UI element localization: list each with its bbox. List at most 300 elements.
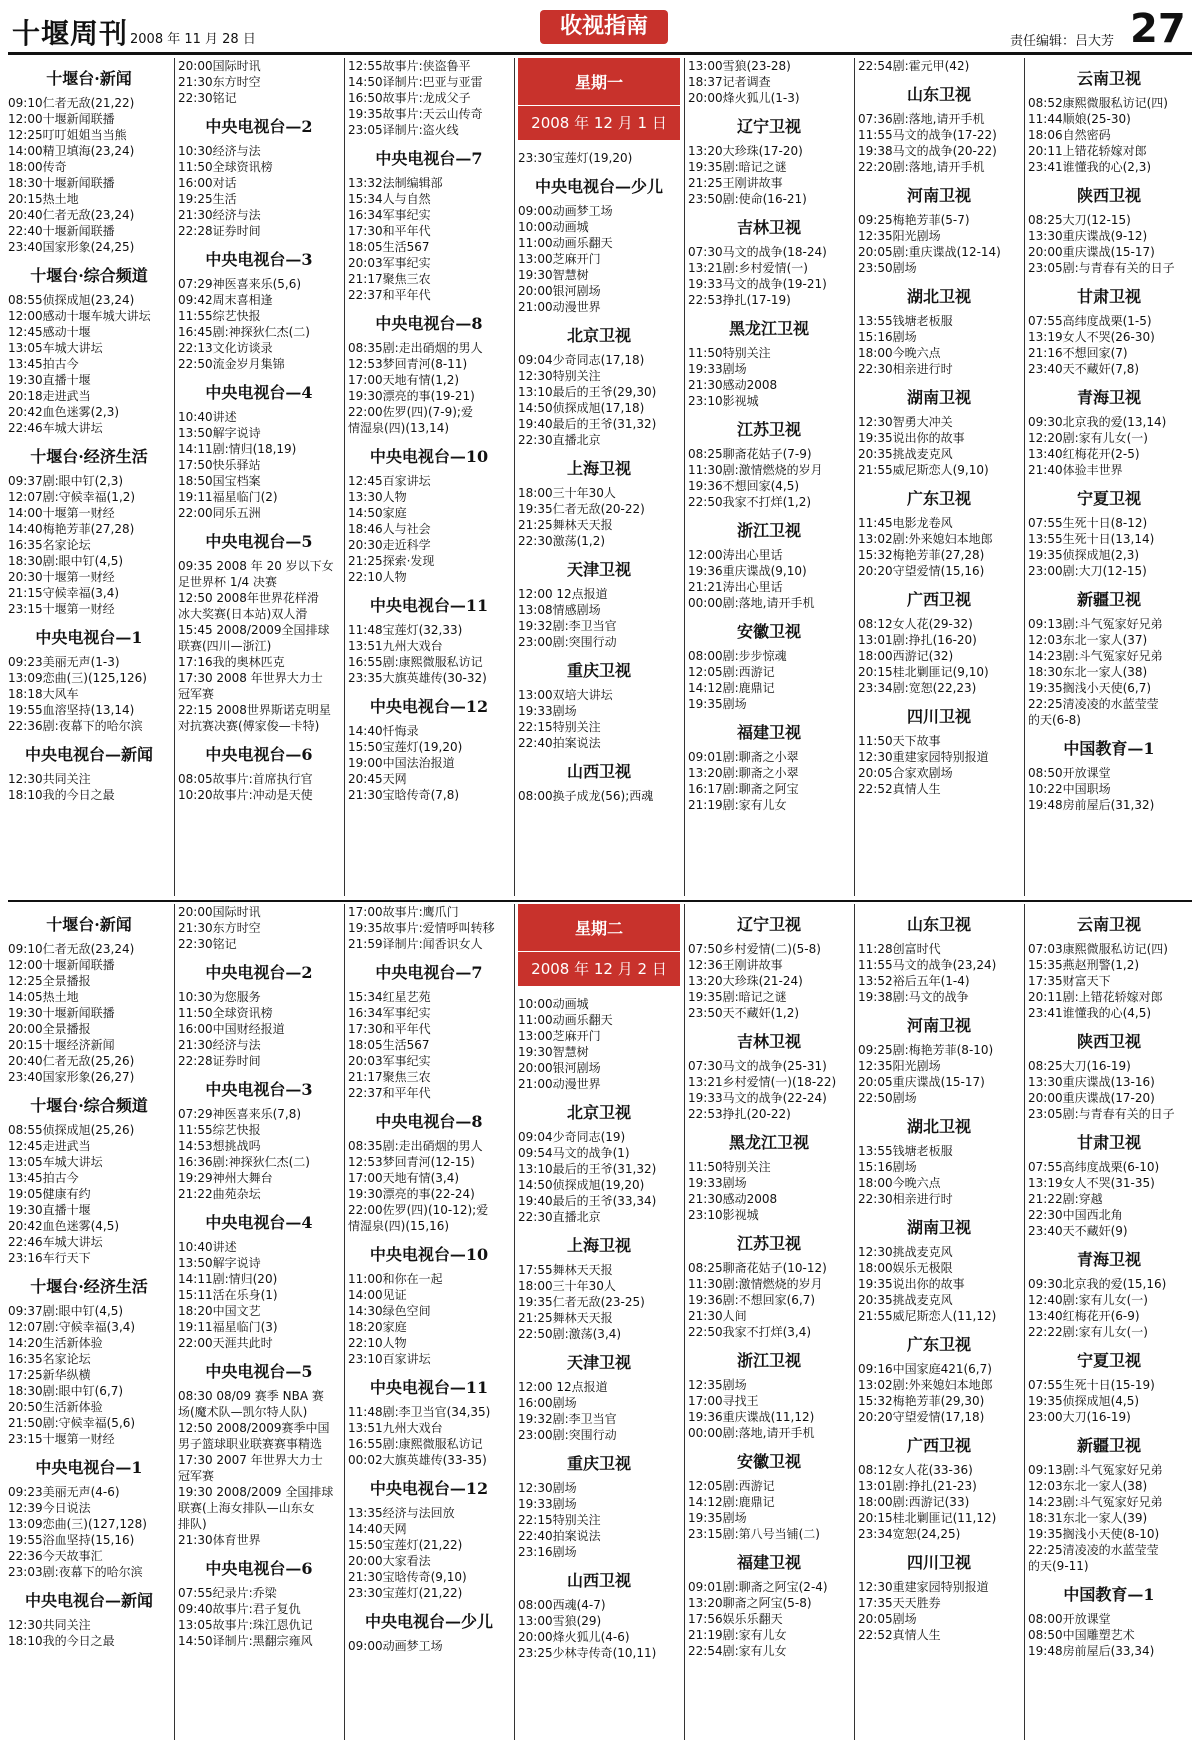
program-entry: 09:54马文的战争(1) (518, 1146, 630, 1160)
channel-heading: 广西卫视 (906, 590, 971, 609)
program-entry: 20:30十堰第一财经 (8, 570, 115, 584)
program-entry: 14:23剧:斗气冤家好兄弟 (1028, 1495, 1163, 1509)
program-entry: 12:25全景播报 (8, 974, 91, 988)
weekday-label: 星期一 (574, 73, 623, 92)
channel-heading: 河南卫视 (906, 1016, 971, 1035)
program-entry: 08:00剧:步步惊魂 (688, 649, 787, 663)
program-entry: 22:30直播北京 (518, 433, 601, 447)
program-entry: 20:42血色迷雾(4,5) (8, 1219, 120, 1233)
program-entry: 13:08情感剧场 (518, 603, 601, 617)
program-entry: 23:30宝莲灯(21,22) (348, 1586, 463, 1600)
program-entry: 13:45拍古今 (8, 357, 79, 371)
program-entry: 13:40红梅花开(2-5) (1028, 447, 1140, 461)
program-entry: 18:31东北一家人(39) (1028, 1511, 1148, 1525)
program-entry: 22:30激荡(1,2) (518, 534, 606, 548)
program-entry: 12:35阳光剧场 (858, 1059, 941, 1073)
program-entry: 21:25王刚讲故事 (688, 176, 783, 190)
program-entry: 09:13剧:斗气冤家好兄弟 (1028, 617, 1163, 631)
program-entry: 18:10我的今日之最 (8, 788, 115, 802)
program-entry: 15:45 2008/2009全国排球 (178, 623, 330, 637)
program-entry: 13:05故事片:珠江恩仇记 (178, 1618, 313, 1632)
program-entry: 19:30漂亮的事(19-21) (348, 389, 475, 403)
channel-heading: 中央电视台—7 (375, 963, 483, 982)
program-entry: 09:23美丽无声(4-6) (8, 1485, 120, 1499)
channel-heading: 安徽卫视 (736, 1452, 801, 1471)
program-entry: 09:10仁者无敌(21,22) (8, 96, 135, 110)
program-entry: 12:53梦回青河(12-15) (348, 1155, 475, 1169)
program-entry: 22:40拍案说法 (518, 1529, 601, 1543)
listings-monday (8, 58, 1192, 896)
page-number: 27 (1130, 6, 1186, 52)
program-entry: 21:50剧:守候幸福(5,6) (8, 1416, 136, 1430)
program-entry: 21:22曲苑杂坛 (178, 1187, 261, 1201)
program-entry: 21:30东方时空 (178, 921, 261, 935)
program-entry: 15:11活在乐身(1) (178, 1288, 278, 1302)
column-divider (1024, 58, 1025, 896)
program-entry: 12:05剧:西游记 (688, 665, 775, 679)
program-entry: 13:19女人不哭(26-30) (1028, 330, 1155, 344)
program-entry: 13:55生死十日(13,14) (1028, 532, 1155, 546)
program-entry: 08:25大刀(12-15) (1028, 213, 1131, 227)
program-entry: 的天(6-8) (1028, 713, 1081, 727)
program-entry: 11:50全球资讯榜 (178, 160, 273, 174)
program-entry: 13:20聊斋之阿宝(5-8) (688, 1596, 812, 1610)
program-entry: 22:54剧:家有儿女 (688, 1644, 787, 1658)
program-entry: 13:35经济与法回放 (348, 1506, 455, 1520)
program-entry: 16:17剧:聊斋之阿宝 (688, 782, 799, 796)
program-entry: 16:55剧:康熙微服私访记 (348, 1437, 483, 1451)
program-entry: 12:35剧场 (688, 1378, 747, 1392)
program-entry: 19:30直播十堰 (8, 373, 91, 387)
channel-heading: 山东卫视 (906, 85, 971, 104)
program-entry: 14:11剧:情归(18,19) (178, 442, 297, 456)
channel-heading: 江苏卫视 (736, 1234, 801, 1253)
program-entry: 11:00动画乐翻天 (518, 1013, 613, 1027)
listing-column (518, 904, 680, 1740)
channel-heading: 中央电视台—3 (205, 1080, 313, 1099)
program-entry: 11:00和你在一起 (348, 1272, 443, 1286)
program-entry: 09:37剧:眼中钉(4,5) (8, 1304, 124, 1318)
program-entry: 16:00中国财经报道 (178, 1022, 285, 1036)
program-entry: 13:20剧:聊斋之小翠 (688, 766, 799, 780)
channel-heading: 江苏卫视 (736, 420, 801, 439)
program-entry: 11:48宝莲灯(32,33) (348, 623, 463, 637)
channel-heading: 中央电视台—10 (369, 1245, 489, 1264)
listings-tuesday (8, 904, 1192, 1740)
program-entry: 19:33剧场 (518, 704, 577, 718)
program-entry: 15:16剧场 (858, 330, 917, 344)
program-entry: 17:00故事片:鹰爪门 (348, 905, 459, 919)
channel-heading: 甘肃卫视 (1076, 1133, 1141, 1152)
program-entry: 19:33马文的战争(19-21) (688, 277, 827, 291)
program-entry: 23:05译制片:盗火线 (348, 123, 459, 137)
program-entry: 18:00今晚六点 (858, 346, 941, 360)
program-entry: 17:35财富天下 (1028, 974, 1111, 988)
program-entry: 20:15热土地 (8, 192, 79, 206)
program-entry: 14:11剧:情归(20) (178, 1272, 278, 1286)
program-entry: 20:35挑战麦克风 (858, 1293, 953, 1307)
program-entry: 22:30相亲进行时 (858, 1192, 953, 1206)
program-entry: 19:30 2008/2009 全国排球 (178, 1485, 334, 1499)
publication-title: 十堰周刊 (12, 17, 129, 50)
program-entry: 07:55纪录片:乔梁 (178, 1586, 277, 1600)
channel-heading: 中央电视台—6 (205, 1559, 313, 1578)
channel-heading: 吉林卫视 (736, 1032, 801, 1051)
column-divider (684, 904, 685, 1740)
program-entry: 21:30经济与法 (178, 208, 261, 222)
program-entry: 08:00开放课堂 (1028, 1612, 1111, 1626)
program-entry: 08:55侦探成旭(25,26) (8, 1123, 135, 1137)
program-entry: 12:45走进武当 (8, 1139, 91, 1153)
program-entry: 22:10人物 (348, 1336, 407, 1350)
program-entry: 18:00西游记(32) (858, 649, 954, 663)
program-entry: 18:00三十年30人 (518, 1279, 616, 1293)
program-entry: 18:10我的今日之最 (8, 1634, 115, 1648)
program-entry: 19:35说出你的故事 (858, 431, 965, 445)
program-entry: 22:28证券时间 (178, 224, 261, 238)
program-entry: 12:00十堰新闻联播 (8, 112, 115, 126)
program-entry: 14:00精卫填海(23,24) (8, 144, 135, 158)
program-entry: 23:00剧:突围行动 (518, 635, 617, 649)
channel-heading: 新疆卫视 (1076, 1436, 1141, 1455)
program-entry: 13:05车城大讲坛 (8, 1155, 103, 1169)
program-entry: 07:55高纬度战栗(6-10) (1028, 1160, 1160, 1174)
program-entry: 12:55故事片:侠盗鲁平 (348, 59, 471, 73)
program-entry: 12:25叮叮姐姐当当熊 (8, 128, 127, 142)
channel-heading: 广西卫视 (906, 1436, 971, 1455)
program-entry: 08:50中国雕塑艺术 (1028, 1628, 1135, 1642)
program-entry: 13:02剧:外来媳妇本地郎 (858, 1378, 993, 1392)
program-entry: 22:36剧:夜幕下的哈尔滨 (8, 719, 143, 733)
program-entry: 22:28证券时间 (178, 1054, 261, 1068)
program-entry: 20:00银河剧场 (518, 1061, 601, 1075)
program-entry: 21:25舞林天天报 (518, 1311, 613, 1325)
program-entry: 13:05车城大讲坛 (8, 341, 103, 355)
program-entry: 19:35剧场 (688, 1511, 747, 1525)
program-entry: 19:35侦探成旭(4,5) (1028, 1394, 1140, 1408)
day-date-badge (518, 904, 680, 986)
program-entry: 21:30感动2008 (688, 378, 778, 392)
program-entry: 12:00十堰新闻联播 (8, 958, 115, 972)
program-entry: 18:00娱乐无极限 (858, 1261, 953, 1275)
program-entry: 14:30绿色空间 (348, 1304, 431, 1318)
program-entry: 13:10最后的王爷(29,30) (518, 385, 657, 399)
program-entry: 22:15特别关注 (518, 720, 601, 734)
program-entry: 22:20剧:落地,请开手机 (858, 160, 985, 174)
program-entry: 11:50天下故事 (858, 734, 941, 748)
program-entry: 21:00动漫世界 (518, 300, 601, 314)
program-entry: 13:40红梅花开(6-9) (1028, 1309, 1140, 1323)
program-entry: 14:50译制片:巴亚与亚雷 (348, 75, 483, 89)
program-entry: 22:00佐罗(四)(10-12);爱 (348, 1203, 489, 1217)
program-entry: 12:07剧:守候幸福(1,2) (8, 490, 136, 504)
program-entry: 13:30人物 (348, 490, 407, 504)
program-entry: 12:30共同关注 (8, 772, 91, 786)
program-entry: 00:00剧:落地,请开手机 (688, 596, 815, 610)
program-entry: 足世界杯 1/4 决赛 (178, 575, 277, 589)
program-entry: 23:50剧:使命(16-21) (688, 192, 807, 206)
program-entry: 09:40故事片:君子复仇 (178, 1602, 301, 1616)
program-entry: 22:36今天故事汇 (8, 1549, 103, 1563)
program-entry: 18:00传奇 (8, 160, 67, 174)
program-entry: 22:46车城大讲坛 (8, 1235, 103, 1249)
program-entry: 09:10仁者无敌(23,24) (8, 942, 135, 956)
program-entry: 19:30智慧树 (518, 268, 589, 282)
channel-heading: 云南卫视 (1076, 69, 1141, 88)
program-entry: 15:32梅艳芳菲(27,28) (858, 548, 985, 562)
program-entry: 排队) (178, 1517, 207, 1531)
channel-heading: 中央电视台—6 (205, 745, 313, 764)
program-entry: 12:30共同关注 (8, 1618, 91, 1632)
program-entry: 12:00感动十堰车城大讲坛 (8, 309, 151, 323)
program-entry: 20:05重庆谍战(15-17) (858, 1075, 985, 1089)
channel-heading: 中央电视台—7 (375, 149, 483, 168)
program-entry: 12:45百家讲坛 (348, 474, 431, 488)
program-entry: 19:05健康有约 (8, 1187, 91, 1201)
channel-heading: 重庆卫视 (566, 1454, 631, 1473)
program-entry: 23:30宝莲灯(19,20) (518, 151, 633, 165)
program-entry: 09:37剧:眼中钉(2,3) (8, 474, 124, 488)
program-entry: 20:11剧:上错花轿嫁对郎 (1028, 990, 1163, 1004)
program-entry: 11:30剧:激情燃烧的岁月 (688, 1277, 823, 1291)
program-entry: 22:30中国西北角 (1028, 1208, 1123, 1222)
program-entry: 19:35剧场 (688, 697, 747, 711)
program-entry: 09:01剧:聊斋之阿宝(2-4) (688, 1580, 828, 1594)
program-entry: 07:50乡村爱情(二)(5-8) (688, 942, 821, 956)
program-entry: 19:35侦探成旭(2,3) (1028, 548, 1140, 562)
program-entry: 19:00中国法治报道 (348, 756, 455, 770)
program-entry: 09:35 2008 年 20 岁以下女 (178, 559, 334, 573)
program-entry: 19:33马文的战争(22-24) (688, 1091, 827, 1105)
program-entry: 21:16不想回家(7) (1028, 346, 1128, 360)
program-entry: 23:00大刀(16-19) (1028, 1410, 1131, 1424)
program-entry: 13:01剧:挣扎(16-20) (858, 633, 977, 647)
program-entry: 18:30剧:眼中钉(6,7) (8, 1384, 124, 1398)
program-entry: 09:04少奇同志(19) (518, 1130, 626, 1144)
program-entry: 12:30挑战麦克风 (858, 1245, 953, 1259)
program-entry: 18:50国宝档案 (178, 474, 261, 488)
program-entry: 10:40讲述 (178, 1240, 237, 1254)
program-entry: 13:20大珍珠(21-24) (688, 974, 803, 988)
program-entry: 12:30智勇大冲关 (858, 415, 953, 429)
column-divider (514, 904, 515, 1740)
program-entry: 21:30体育世界 (178, 1533, 261, 1547)
program-entry: 08:30 08/09 赛季 NBA 赛 (178, 1389, 324, 1403)
channel-heading: 中央电视台—2 (205, 963, 313, 982)
program-entry: 18:05生活567 (348, 1038, 430, 1052)
program-entry: 21:19剧:家有儿女 (688, 798, 787, 812)
program-entry: 08:55侦探成旭(23,24) (8, 293, 135, 307)
middle-rule (8, 900, 1192, 902)
program-entry: 13:02剧:外来媳妇本地郎 (858, 532, 993, 546)
listing-column (178, 904, 340, 1740)
program-entry: 11:50特别关注 (688, 1160, 771, 1174)
program-entry: 12:03东北一家人(37) (1028, 633, 1148, 647)
listing-column (348, 904, 510, 1740)
program-entry: 23:41谁懂我的心(4,5) (1028, 1006, 1152, 1020)
program-entry: 12:30剧场 (518, 1481, 577, 1495)
channel-heading: 上海卫视 (566, 459, 631, 478)
program-entry: 09:25梅艳芳菲(5-7) (858, 213, 970, 227)
program-entry: 17:56娱乐乐翻天 (688, 1612, 783, 1626)
day-date-badge (518, 58, 680, 140)
program-entry: 12:00 12点报道 (518, 1380, 608, 1394)
program-entry: 12:20剧:家有儿女(一) (1028, 431, 1148, 445)
program-entry: 21:55威尼斯恋人(9,10) (858, 463, 989, 477)
program-entry: 10:30经济与法 (178, 144, 261, 158)
program-entry: 冠军赛 (178, 687, 215, 701)
program-entry: 10:22中国职场 (1028, 782, 1111, 796)
channel-heading: 中央电视台—1 (35, 1458, 143, 1477)
program-entry: 23:40国家形象(24,25) (8, 240, 135, 254)
program-entry: 19:11福星临门(3) (178, 1320, 278, 1334)
program-entry: 13:00双培大讲坛 (518, 688, 613, 702)
program-entry: 17:55舞林天天报 (518, 1263, 613, 1277)
program-entry: 16:55剧:康熙微服私访记 (348, 655, 483, 669)
program-entry: 20:42血色迷雾(2,3) (8, 405, 120, 419)
program-entry: 13:45拍古今 (8, 1171, 79, 1185)
program-entry: 22:25清凌凌的水蓝莹莹 (1028, 697, 1159, 711)
program-entry: 23:35大旗英雄传(30-32) (348, 671, 487, 685)
section-badge: 收视指南 (540, 10, 668, 44)
program-entry: 23:15十堰第一财经 (8, 1432, 115, 1446)
program-entry: 23:50剧场 (858, 261, 917, 275)
channel-heading: 中央电视台—12 (369, 697, 489, 716)
program-entry: 23:03剧:夜幕下的哈尔滨 (8, 1565, 143, 1579)
channel-heading: 辽宁卫视 (736, 915, 801, 934)
program-entry: 20:30走近科学 (348, 538, 431, 552)
listing-column (348, 58, 510, 896)
program-entry: 21:15守候幸福(3,4) (8, 586, 120, 600)
channel-heading: 十堰台·综合频道 (30, 266, 148, 285)
program-entry: 22:40拍案说法 (518, 736, 601, 750)
program-entry: 07:03康熙微服私访记(四) (1028, 942, 1168, 956)
program-entry: 08:00换子成龙(56);西魂 (518, 789, 654, 803)
program-entry: 22:30直播北京 (518, 1210, 601, 1224)
program-entry: 21:30经济与法 (178, 1038, 261, 1052)
program-entry: 23:40天不藏奸(7,8) (1028, 362, 1140, 376)
program-entry: 23:05剧:与青春有关的日子 (1028, 1107, 1175, 1121)
program-entry: 08:25聊斋花姑子(10-12) (688, 1261, 827, 1275)
program-entry: 20:03军事纪实 (348, 1054, 431, 1068)
program-entry: 23:05剧:与青春有关的日子 (1028, 261, 1175, 275)
program-entry: 19:11福星临门(2) (178, 490, 278, 504)
listing-column (858, 58, 1020, 896)
channel-heading: 陕西卫视 (1076, 1032, 1141, 1051)
program-entry: 11:30剧:激情燃烧的岁月 (688, 463, 823, 477)
channel-heading: 陕西卫视 (1076, 186, 1141, 205)
program-entry: 08:35剧:走出硝烟的男人 (348, 1139, 483, 1153)
program-entry: 13:50解字说诗 (178, 426, 261, 440)
program-entry: 12:00涛出心里话 (688, 548, 783, 562)
channel-heading: 中央电视台—4 (205, 1213, 313, 1232)
program-entry: 19:32剧:李卫当官 (518, 619, 617, 633)
program-entry: 23:34宽恕(24,25) (858, 1527, 961, 1541)
program-entry: 冰大奖赛(日本站)双人滑 (178, 607, 308, 621)
program-entry: 11:00动画乐翻天 (518, 236, 613, 250)
program-entry: 20:05合家欢剧场 (858, 766, 953, 780)
program-entry: 13:51九州大戏台 (348, 1421, 443, 1435)
channel-heading: 中央电视台—4 (205, 383, 313, 402)
top-rule (8, 52, 1192, 55)
program-entry: 20:35挑战麦克风 (858, 447, 953, 461)
program-entry: 07:36剧:落地,请开手机 (858, 112, 985, 126)
program-entry: 19:33剧场 (518, 1497, 577, 1511)
program-entry: 22:37和平年代 (348, 288, 431, 302)
program-entry: 20:00全景播报 (8, 1022, 91, 1036)
column-divider (174, 904, 175, 1740)
column-divider (854, 904, 855, 1740)
program-entry: 13:10最后的王爷(31,32) (518, 1162, 657, 1176)
program-entry: 08:05故事片:首席执行官 (178, 772, 313, 786)
program-entry: 19:35搁浅小天使(6,7) (1028, 681, 1152, 695)
program-entry: 22:46车城大讲坛 (8, 421, 103, 435)
program-entry: 16:36剧:神探狄仁杰(二) (178, 1155, 310, 1169)
program-entry: 13:19女人不哭(31-35) (1028, 1176, 1155, 1190)
program-entry: 11:55综艺快报 (178, 309, 261, 323)
channel-heading: 福建卫视 (736, 1553, 801, 1572)
channel-heading: 新疆卫视 (1076, 590, 1141, 609)
program-entry: 13:01剧:挣扎(21-23) (858, 1479, 977, 1493)
program-entry: 12:30重建家园特别报道 (858, 1580, 989, 1594)
program-entry: 20:00重庆谍战(15-17) (1028, 245, 1155, 259)
channel-heading: 四川卫视 (906, 707, 971, 726)
program-entry: 14:12剧:鹿鼎记 (688, 1495, 775, 1509)
program-entry: 08:35剧:走出硝烟的男人 (348, 341, 483, 355)
date-label: 2008 年 12 月 2 日 (518, 951, 680, 979)
column-divider (684, 58, 685, 896)
channel-heading: 中央电视台—11 (369, 1378, 489, 1397)
channel-heading: 宁夏卫视 (1076, 489, 1141, 508)
program-entry: 13:55钱塘老板服 (858, 1144, 953, 1158)
program-entry: 17:00寻找王 (688, 1394, 759, 1408)
program-entry: 19:38马文的战争(20-22) (858, 144, 997, 158)
program-entry: 14:05热土地 (8, 990, 79, 1004)
program-entry: 冠军赛 (178, 1469, 215, 1483)
program-entry: 18:00三十年30人 (518, 486, 616, 500)
program-entry: 17:00天地有情(1,2) (348, 373, 460, 387)
program-entry: 22:15 2008世界斯诺克明星 (178, 703, 331, 717)
program-entry: 23:50天不藏奸(1,2) (688, 1006, 800, 1020)
program-entry: 15:50宝莲灯(21,22) (348, 1538, 463, 1552)
program-entry: 23:34剧:宽恕(22,23) (858, 681, 977, 695)
program-entry: 09:30北京我的爱(13,14) (1028, 415, 1167, 429)
program-entry: 14:40天网 (348, 1522, 407, 1536)
program-entry: 18:46人与社会 (348, 522, 431, 536)
channel-heading: 中央电视台—2 (205, 117, 313, 136)
channel-heading: 十堰台·经济生活 (30, 1277, 148, 1296)
channel-heading: 宁夏卫视 (1076, 1351, 1141, 1370)
channel-heading: 北京卫视 (566, 1103, 631, 1122)
program-entry: 14:00见证 (348, 1288, 407, 1302)
program-entry: 20:00大家看法 (348, 1554, 431, 1568)
program-entry: 男子篮球职业联赛赛事精选 (178, 1437, 323, 1451)
program-entry: 09:25剧:梅艳芳菲(8-10) (858, 1043, 994, 1057)
program-entry: 20:15十堰经济新闻 (8, 1038, 115, 1052)
program-entry: 23:15剧:第八号当铺(二) (688, 1527, 820, 1541)
program-entry: 21:19剧:家有儿女 (688, 1628, 787, 1642)
program-entry: 21:30东方时空 (178, 75, 261, 89)
program-entry: 13:09恋曲(三)(125,126) (8, 671, 147, 685)
program-entry: 21:25探索·发现 (348, 554, 435, 568)
program-entry: 16:34军事纪实 (348, 1006, 431, 1020)
program-entry: 21:00动漫世界 (518, 1077, 601, 1091)
channel-heading: 浙江卫视 (736, 1351, 801, 1370)
program-entry: 20:05剧:重庆谍战(12-14) (858, 245, 1001, 259)
program-entry: 21:22剧:穿越 (1028, 1192, 1103, 1206)
program-entry: 08:12女人花(33-36) (858, 1463, 973, 1477)
program-entry: 11:44顺娘(25-30) (1028, 112, 1131, 126)
